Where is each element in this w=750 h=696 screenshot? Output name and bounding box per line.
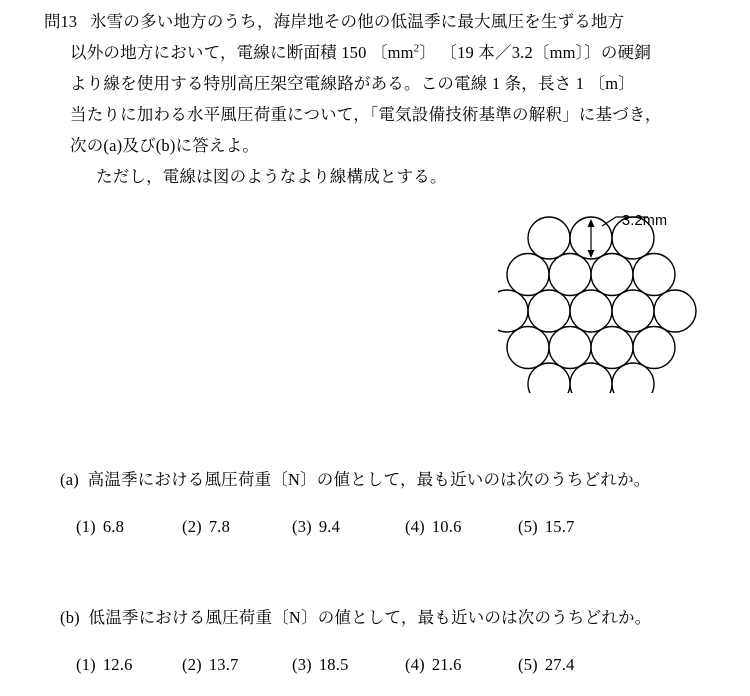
choice-a-2[interactable] bbox=[182, 517, 292, 537]
choice-b-1-value: 12.6 bbox=[102, 655, 133, 674]
choice-a-3-num: (3) bbox=[292, 517, 312, 536]
question-line-3: より線を使用する特別高圧架空電線路がある。この電線 1 条，長さ 1 〔m〕 bbox=[70, 74, 635, 93]
choice-a-5[interactable] bbox=[518, 517, 628, 537]
subquestion-b bbox=[60, 604, 651, 632]
question-line-1 bbox=[44, 6, 712, 37]
subquestion-a bbox=[60, 466, 650, 494]
question-line-2: 以外の地方において，電線に断面積 150 〔$mm^2$〕 〔19 本／3.2〔mm〕〕の硬銅 bbox=[70, 42, 651, 62]
choice-b-5-num: (5) bbox=[518, 655, 538, 674]
choice-b-3[interactable] bbox=[292, 655, 405, 675]
choice-b-5[interactable] bbox=[518, 655, 628, 675]
choice-a-2-num: (2) bbox=[182, 517, 202, 536]
choice-b-3-num: (3) bbox=[292, 655, 312, 674]
subquestion-b-label: (b) bbox=[60, 608, 80, 627]
choice-b-2-value: 13.7 bbox=[208, 655, 239, 674]
question-line-4: 当たりに加わる水平風圧荷重について，「電気設備技術基準の解釈」に基づき， bbox=[70, 105, 662, 124]
subquestion-b-text: 低温季における風圧荷重〔N〕の値として，最も近いのは次のうちどれか。 bbox=[88, 608, 652, 627]
choice-a-3-value: 9.4 bbox=[318, 517, 341, 536]
choice-a-4[interactable] bbox=[405, 517, 518, 537]
choice-a-3[interactable] bbox=[292, 517, 405, 537]
choices-b bbox=[76, 655, 628, 675]
question-line-6: ただし，電線は図のようなより線構成とする。 bbox=[96, 167, 447, 186]
choice-a-4-num: (4) bbox=[405, 517, 425, 536]
stranded-wire-diagram bbox=[498, 213, 698, 393]
choice-a-1[interactable] bbox=[76, 517, 182, 537]
superscript-2: 2 bbox=[413, 42, 420, 55]
choice-a-2-value: 7.8 bbox=[208, 517, 231, 536]
choices-a bbox=[76, 517, 628, 537]
question-text-1: 氷雪の多い地方のうち，海岸地その他の低温季に最大風圧を生ずる地方 bbox=[89, 12, 625, 31]
dimension-label: 3.2mm bbox=[622, 213, 668, 229]
choice-b-5-value: 27.4 bbox=[544, 655, 575, 674]
subquestion-a-label: (a) bbox=[60, 470, 79, 489]
choice-b-1[interactable] bbox=[76, 655, 182, 675]
choice-b-1-num: (1) bbox=[76, 655, 96, 674]
choice-a-1-value: 6.8 bbox=[102, 517, 125, 536]
question-line-5: 次の(a)及び(b)に答えよ。 bbox=[70, 136, 260, 155]
choice-b-2-num: (2) bbox=[182, 655, 202, 674]
choice-a-4-value: 10.6 bbox=[431, 517, 462, 536]
choice-b-4[interactable] bbox=[405, 655, 518, 675]
choice-b-4-num: (4) bbox=[405, 655, 425, 674]
choice-b-4-value: 21.6 bbox=[431, 655, 462, 674]
choice-a-5-num: (5) bbox=[518, 517, 538, 536]
subquestion-a-text: 高温季における風圧荷重〔N〕の値として，最も近いのは次のうちどれか。 bbox=[87, 470, 651, 489]
choice-b-2[interactable] bbox=[182, 655, 292, 675]
choice-a-1-num: (1) bbox=[76, 517, 96, 536]
wire-cross-section-icon bbox=[498, 213, 698, 393]
choice-b-3-value: 18.5 bbox=[318, 655, 349, 674]
question-number: 問13 bbox=[44, 12, 77, 31]
choice-a-5-value: 15.7 bbox=[544, 517, 575, 536]
question-body bbox=[44, 6, 712, 192]
